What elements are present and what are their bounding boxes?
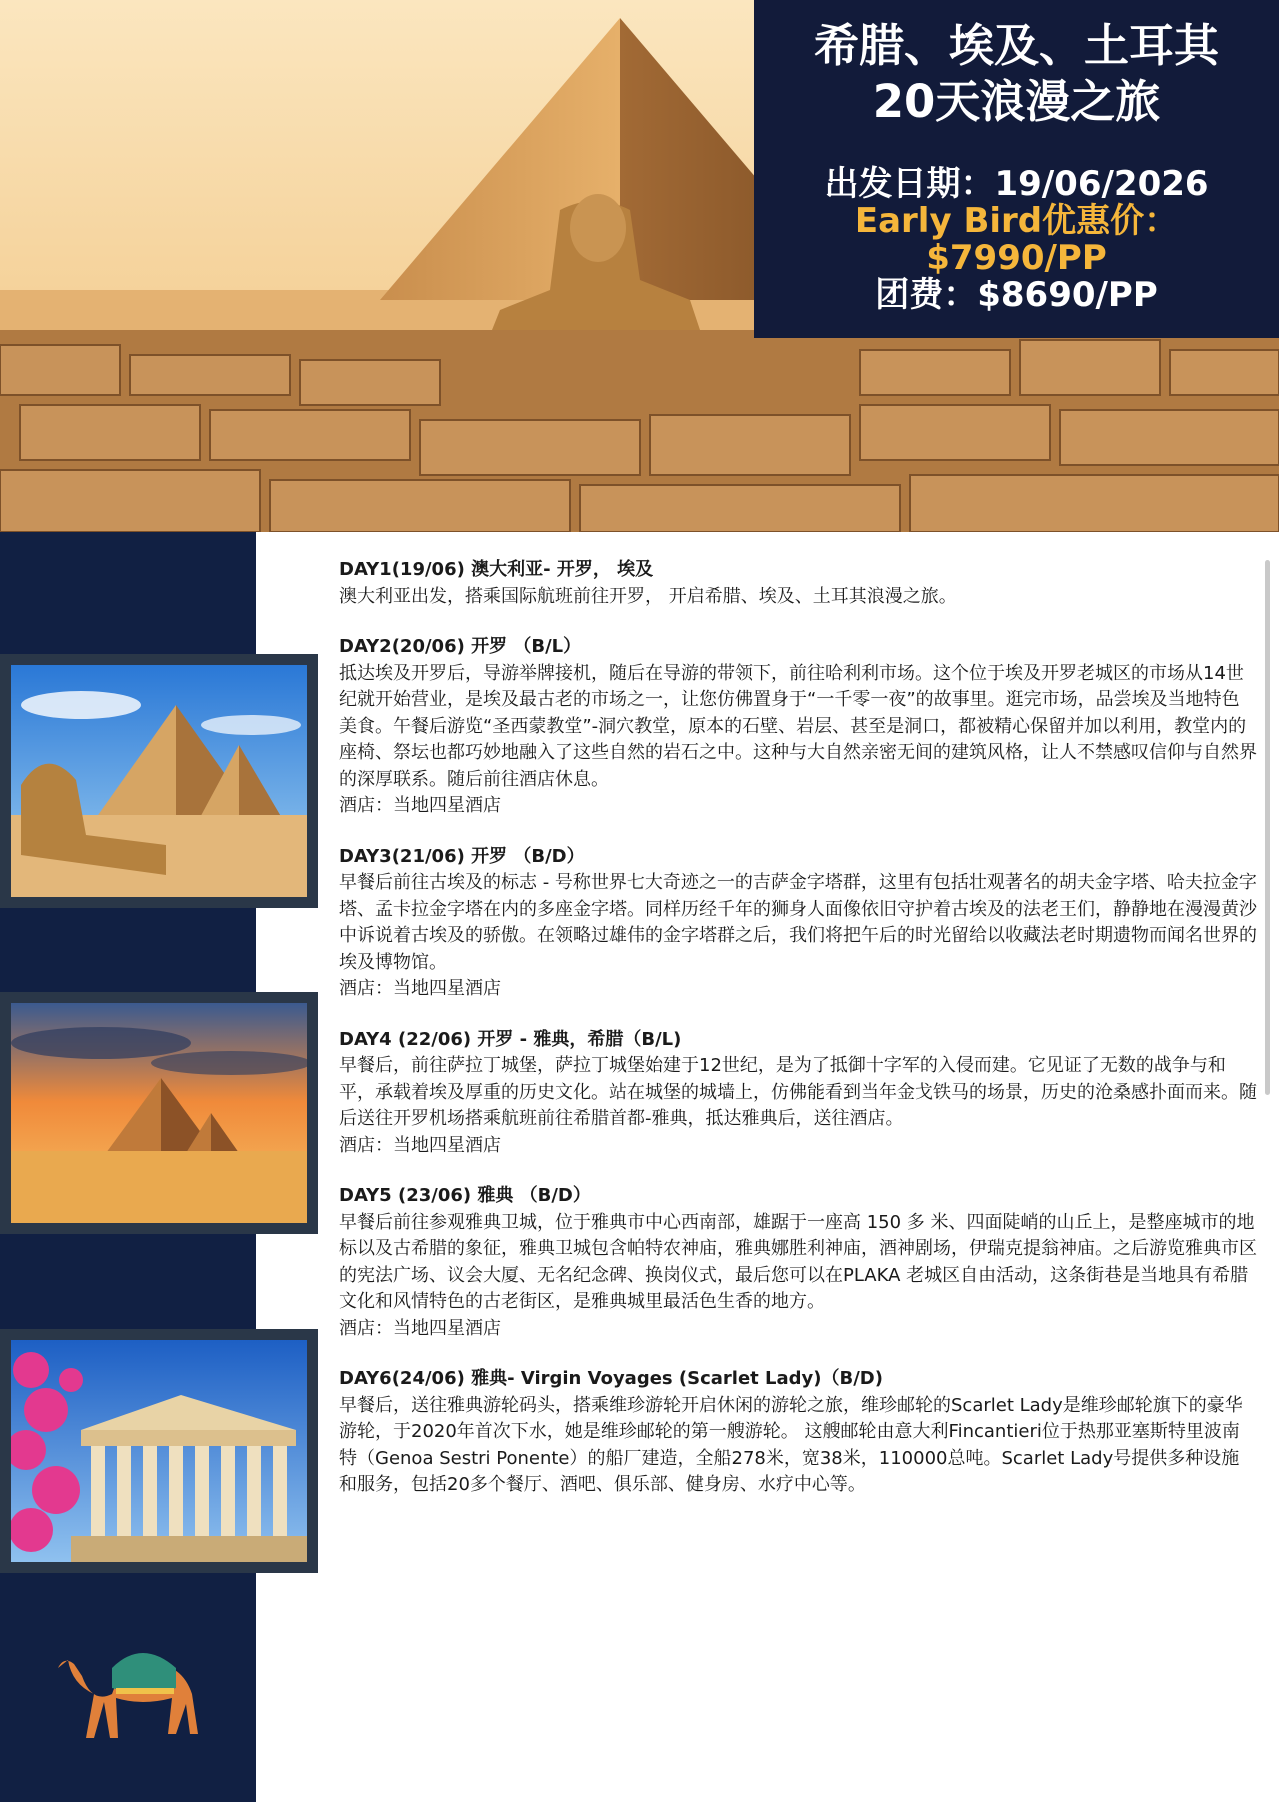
day-description: 早餐后前往古埃及的标志 - 号称世界七大奇迹之一的吉萨金字塔群，这里有包括壮观著名的胡夫金字塔、哈夫拉金字塔、孟卡拉金字塔在内的多座金字塔。同样历经千年的狮身人面像依旧守护着古埃及的法老王们，静静地在漫漫黄沙中诉说着古埃及的骄傲。在领略过雄伟的金字塔群之后，我们将把午后的时光留给以收藏法老时期遗物而闻名世界的埃及博物馆。 [339, 872, 1257, 973]
tour-title-line2: 20天浪漫之旅 [872, 75, 1161, 128]
hotel-info: 酒店：当地四星酒店 [339, 795, 501, 816]
day-5 [339, 1183, 1257, 1342]
day-title: DAY2(20/06) 开罗 （B/L） [339, 636, 582, 657]
hotel-info: 酒店：当地四星酒店 [339, 1134, 501, 1156]
day-2 [339, 634, 1257, 820]
itinerary [339, 557, 1257, 1499]
day-description: 早餐后，前往萨拉丁城堡，萨拉丁城堡始建于12世纪，是为了抵御十字军的入侵而建。它见证了无数的战争与和平，承载着埃及厚重的历史文化。站在城堡的城墙上，仿佛能看到当年金戈铁马的场景，历史的沧桑感扑面而来。随后送往开罗机场搭乘航班前往希腊首都-雅典，抵达雅典后，送往酒店。 [339, 1055, 1257, 1129]
departure-date: 出发日期：19/06/2026 [824, 164, 1209, 204]
early-bird-label: Early Bird优惠价： [854, 201, 1179, 241]
day-title: DAY1(19/06) 澳大利亚- 开罗， 埃及 [339, 559, 654, 580]
pyramids-sunset-photo [11, 1003, 307, 1223]
tour-title-line1: 希腊、埃及、土耳其 [813, 19, 1219, 72]
group-fee: 团费：$8690/PP [875, 275, 1158, 315]
day-4 [339, 1027, 1257, 1160]
day-description: 早餐后，送往雅典游轮码头，搭乘维珍游轮开启休闲的游轮之旅，维珍邮轮的Scarlet Lady是维珍邮轮旗下的豪华游轮，于2020年首次下水，她是维珍邮轮的第一艘游轮。 这艘邮轮由意大利Fincantieri位于热那亚塞斯特里波南特（Genoa Sestri Ponente）的船厂建造，全船278米，宽38米，110000总吨。Scarlet Lady号提供多种设施和服务，包括20多个餐厅、酒吧、俱乐部、健身房、水疗中心等。 [339, 1394, 1243, 1495]
day-6 [339, 1366, 1257, 1499]
day-title: DAY5 (23/06) 雅典 （B/D） [339, 1185, 591, 1206]
parthenon-bougainvillea-photo [11, 1340, 307, 1562]
day-3 [339, 844, 1257, 1003]
day-title: DAY4 (22/06) 开罗 - 雅典，希腊（B/L) [339, 1028, 682, 1050]
day-description: 澳大利亚出发，搭乘国际航班前往开罗， 开启希腊、埃及、土耳其浪漫之旅。 [339, 585, 957, 607]
camel-icon [48, 1648, 208, 1758]
day-title: DAY6(24/06) 雅典- Virgin Voyages (Scarlet Lady)（B/D) [339, 1368, 883, 1389]
photo-frame-1 [0, 654, 318, 908]
day-description: 早餐后前往参观雅典卫城，位于雅典市中心西南部，雄踞于一座高 150 多 米、四面陡峭的山丘上，是整座城市的地标以及古希腊的象征，雅典卫城包含帕特农神庙，雅典娜胜利神庙，酒神剧场，伊瑞克提翁神庙。之后游览雅典市区的宪法广场、议会大厦、无名纪念碑、换岗仪式，最后您可以在PLAKA 老城区自由活动，这条街巷是当地具有希腊文化和风情特色的古老街区，是雅典城里最活色生香的地方。 [339, 1211, 1257, 1312]
day-title: DAY3(21/06) 开罗 （B/D） [339, 845, 585, 867]
photo-frame-2 [0, 992, 318, 1234]
photo-frame-3 [0, 1329, 318, 1573]
giza-pyramids-sphinx-photo [11, 665, 307, 897]
hero-banner [0, 0, 1279, 532]
early-bird-price: $7990/PP [926, 238, 1107, 278]
price-box [754, 0, 1279, 338]
hotel-info: 酒店：当地四星酒店 [339, 978, 501, 999]
day-1 [339, 557, 1257, 610]
hotel-info: 酒店：当地四星酒店 [339, 1317, 501, 1339]
scrollbar-thumb[interactable] [1265, 560, 1270, 1095]
day-description: 抵达埃及开罗后，导游举牌接机，随后在导游的带领下，前往哈利利市场。这个位于埃及开罗老城区的市场从14世纪就开始营业，是埃及最古老的市场之一，让您仿佛置身于“一千零一夜”的故事里。逛完市场，品尝埃及当地特色美食。午餐后游览“圣西蒙教堂”-洞穴教堂，原本的石壁、岩层、甚至是洞口，都被精心保留并加以利用，教堂内的座椅、祭坛也都巧妙地融入了这些自然的岩石之中。这种与大自然亲密无间的建筑风格，让人不禁感叹信仰与自然界的深厚联系。随后前往酒店休息。 [339, 662, 1257, 790]
